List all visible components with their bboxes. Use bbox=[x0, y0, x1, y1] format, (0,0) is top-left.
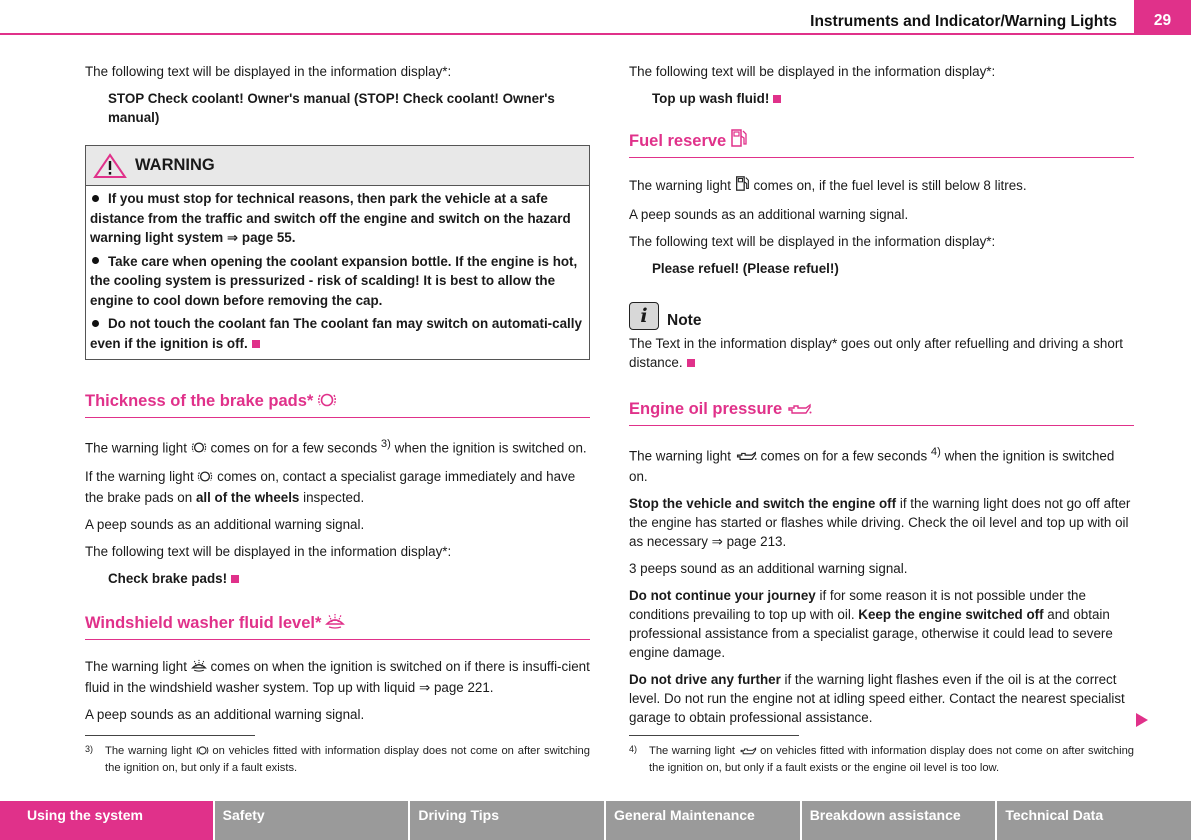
washer-fluid-icon bbox=[325, 612, 345, 636]
tab-driving-tips[interactable]: Driving Tips bbox=[410, 801, 604, 840]
page-reference[interactable]: page 55. bbox=[241, 230, 296, 245]
note-text: The Text in the information display* goes out only after refuelling and driving a short distance. bbox=[629, 336, 1124, 370]
oil-paragraph-2: Stop the vehicle and switch the engine off if the warning light does not go off after the engine has started or flashes while driving. Check the oil level and top up with oil as necessary ⇒ page 213. bbox=[629, 496, 1131, 550]
info-icon: i bbox=[629, 302, 659, 330]
oil-paragraph-4: Do not continue your journey if for some reason it is not possible under the conditions prevailing to top up with oil. Keep the engine switched off and obtain professional assistance from a specialist garage, otherwise it could lead to severe engine damage. bbox=[629, 588, 1113, 661]
brake-message: Check brake pads! bbox=[85, 569, 590, 588]
bullet-icon bbox=[92, 195, 99, 202]
footnote-divider bbox=[85, 735, 255, 736]
section-heading-brake-pads: Thickness of the brake pads* bbox=[85, 390, 590, 418]
footnote-4: 4) The warning light on vehicles fitted with information display does not come on after switching the ignition on, but only if a fault exists or the engine oil level is too low. bbox=[629, 744, 1135, 774]
bullet-icon bbox=[92, 320, 99, 327]
chapter-title: Instruments and Indicator/Warning Lights bbox=[810, 13, 1117, 30]
arrow-icon: ⇒ bbox=[711, 534, 723, 550]
left-column bbox=[85, 62, 590, 732]
page-number: 29 bbox=[1134, 0, 1191, 34]
washer-paragraph-2: A peep sounds as an additional warning signal. bbox=[85, 707, 365, 723]
fuel-message: Please refuel! (Please refuel!) bbox=[652, 261, 839, 276]
fuel-paragraph-2: A peep sounds as an additional warning signal. bbox=[629, 207, 909, 222]
page-reference[interactable]: page 213. bbox=[726, 534, 787, 550]
brake-paragraph-2: If the warning light comes on, contact a specialist garage immediately and have the brake pads on all of the wheels inspected. bbox=[85, 469, 576, 506]
footer-nav bbox=[0, 801, 1191, 840]
tab-general-maintenance[interactable]: General Maintenance bbox=[606, 801, 800, 840]
oil-can-icon bbox=[786, 400, 812, 422]
note-title: Note bbox=[667, 312, 702, 329]
oil-paragraph-3: 3 peeps sound as an additional warning signal. bbox=[629, 561, 908, 577]
arrow-icon: ⇒ bbox=[226, 230, 239, 245]
washfluid-intro: The following text will be displayed in the information display*: bbox=[629, 64, 996, 79]
arrow-icon: ⇒ bbox=[418, 680, 431, 696]
footnote-ref: 3) bbox=[380, 438, 391, 450]
oil-paragraph-1: The warning light comes on for a few seconds $^{4)}$ when the ignition is switched on. bbox=[629, 446, 1115, 485]
fuel-paragraph-1: The warning light comes on, if the fuel level is still below 8 litres. bbox=[629, 175, 1134, 197]
washer-paragraph-1: The warning light comes on when the ignition is switched on if there is insuffi-cient fluid in the windshield washer system. Top up with liquid ⇒ page 221. bbox=[85, 659, 590, 696]
fuel-paragraph-3: The following text will be displayed in the information display*: bbox=[629, 234, 996, 249]
washer-fluid-icon bbox=[191, 658, 207, 678]
oil-can-icon bbox=[735, 448, 757, 467]
tab-using-the-system[interactable]: Using the system bbox=[0, 801, 213, 840]
footnote-divider bbox=[629, 735, 799, 736]
footnote-mark: 3) bbox=[85, 744, 94, 754]
coolant-message: STOP Check coolant! Owner's manual (STOP! Check coolant! Owner's manual) bbox=[108, 91, 555, 125]
end-of-section-icon bbox=[687, 359, 695, 367]
brake-paragraph-3: A peep sounds as an additional warning signal. bbox=[85, 517, 365, 533]
tab-safety[interactable]: Safety bbox=[215, 801, 409, 840]
end-of-section-icon bbox=[773, 95, 781, 103]
brake-paragraph-1: The warning light comes on for a few seconds $^{3)}$ when the ignition is switched on. bbox=[85, 435, 590, 459]
brake-pad-icon bbox=[197, 469, 213, 488]
fuel-pump-icon bbox=[735, 175, 750, 197]
warning-item: If you must stop for technical reasons, then park the vehicle at a safe distance from the traffic and switch off the engine and switch on the hazard warning light system ⇒ page 55. bbox=[90, 191, 571, 245]
footnote-mark: 4) bbox=[629, 744, 638, 754]
brake-pad-icon bbox=[191, 440, 207, 459]
end-of-section-icon bbox=[231, 575, 239, 583]
header-divider bbox=[0, 33, 1191, 35]
warning-header bbox=[86, 146, 589, 186]
brake-pad-icon bbox=[196, 745, 209, 761]
warning-box bbox=[85, 145, 590, 360]
washfluid-message: Top up wash fluid! bbox=[629, 89, 1134, 108]
section-heading-oil-pressure: Engine oil pressure bbox=[629, 398, 1134, 426]
warning-triangle-icon bbox=[93, 153, 127, 179]
coolant-intro: The following text will be displayed in the information display*: bbox=[85, 64, 452, 79]
section-heading-fuel-reserve: Fuel reserve bbox=[629, 128, 1134, 158]
warning-item: Take care when opening the coolant expansion bottle. If the engine is hot, the cooling system is pressurized - risk of scalding! It is best to allow the engine to cool down before removing the cap. bbox=[90, 253, 578, 308]
end-of-section-icon bbox=[252, 340, 260, 348]
note-header bbox=[629, 302, 1134, 330]
footnote-ref: 4) bbox=[930, 446, 941, 458]
warning-body bbox=[86, 186, 589, 359]
fuel-pump-icon bbox=[730, 128, 748, 154]
tab-technical-data[interactable]: Technical Data bbox=[997, 801, 1191, 840]
brake-pad-icon bbox=[317, 392, 337, 414]
warning-item: Do not touch the coolant fan The coolant fan may switch on automati-cally even if the ignition is off. bbox=[90, 316, 582, 351]
warning-title: WARNING bbox=[135, 156, 215, 174]
right-column bbox=[629, 62, 1134, 735]
section-heading-washer-fluid: Windshield washer fluid level* bbox=[85, 612, 590, 640]
tab-breakdown-assistance[interactable]: Breakdown assistance bbox=[802, 801, 996, 840]
brake-paragraph-4: The following text will be displayed in the information display*: bbox=[85, 544, 452, 560]
page-reference[interactable]: page 221. bbox=[433, 680, 494, 696]
oil-paragraph-5: Do not drive any further if the warning light flashes even if the oil is at the correct level. Do not run the engine not at idling speed either. Contact the nearest specialist garage to obtain professional assistance. bbox=[629, 672, 1125, 726]
bullet-icon bbox=[92, 257, 99, 264]
oil-can-icon bbox=[739, 746, 757, 761]
continue-arrow-icon bbox=[1136, 713, 1148, 727]
footnote-3: 3) The warning light on vehicles fitted with information display does not come on after switching the ignition on, but only if a fault exists. bbox=[85, 744, 590, 774]
